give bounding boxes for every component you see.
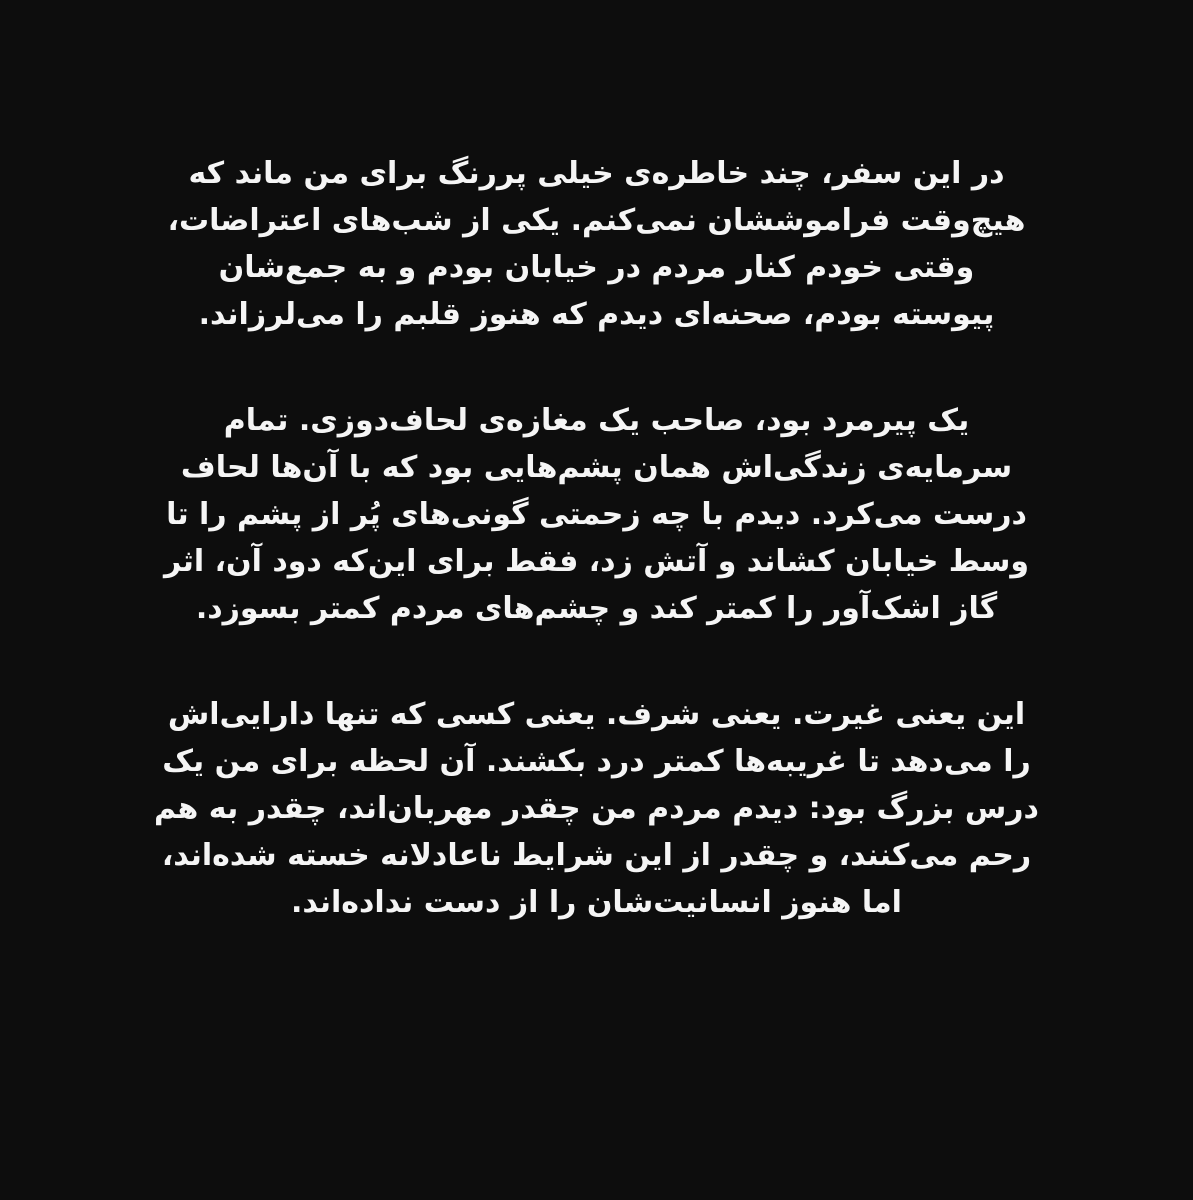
text-line: این یعنی غیرت. یعنی شرف. یعنی کسی که تنها دارایی‌اش [167,697,1026,732]
text-line: گاز اشک‌آور را کمتر کند و چشم‌های مردم کمتر بسوزد. [195,591,998,626]
text-line: اما هنوز انسانیت‌شان را از دست نداده‌اند. [291,885,902,920]
text-line: رحم می‌کنند، و چقدر از این شرایط ناعادلانه خسته شده‌اند، [161,838,1032,873]
paragraph-1 [95,150,1098,338]
text-line: وقتی خودم کنار مردم در خیابان بودم و به جمع‌شان [218,250,975,285]
text-line: را می‌دهد تا غریبه‌ها کمتر درد بکشند. آن لحظه برای من یک [162,744,1031,779]
text-line: هیچ‌وقت فراموششان نمی‌کنم. یکی از شب‌های اعتراضات، [167,203,1026,238]
text-line: یک پیرمرد بود، صاحب یک مغازه‌ی لحاف‌دوزی. تمام [223,403,970,438]
text-line: سرمایه‌ی زندگی‌اش همان پشم‌هایی بود که با آن‌ها لحاف [180,450,1013,485]
text-line: پیوسته بودم، صحنه‌ای دیدم که هنوز قلبم را می‌لرزاند. [198,297,995,332]
paragraph-3 [95,691,1098,926]
text-line: وسط خیابان کشاند و آتش زد، فقط برای این‌که دود آن، اثر [163,544,1030,579]
text-line: در این سفر، چند خاطره‌ی خیلی پررنگ برای من ماند که [188,156,1005,191]
story-text [95,150,1098,985]
text-line: درس بزرگ بود: دیدم مردم من چقدر مهربان‌اند، چقدر به هم [154,791,1039,826]
paragraph-2 [95,397,1098,632]
text-line: درست می‌کرد. دیدم با چه زحمتی گونی‌های پُر از پشم را تا [166,497,1027,532]
